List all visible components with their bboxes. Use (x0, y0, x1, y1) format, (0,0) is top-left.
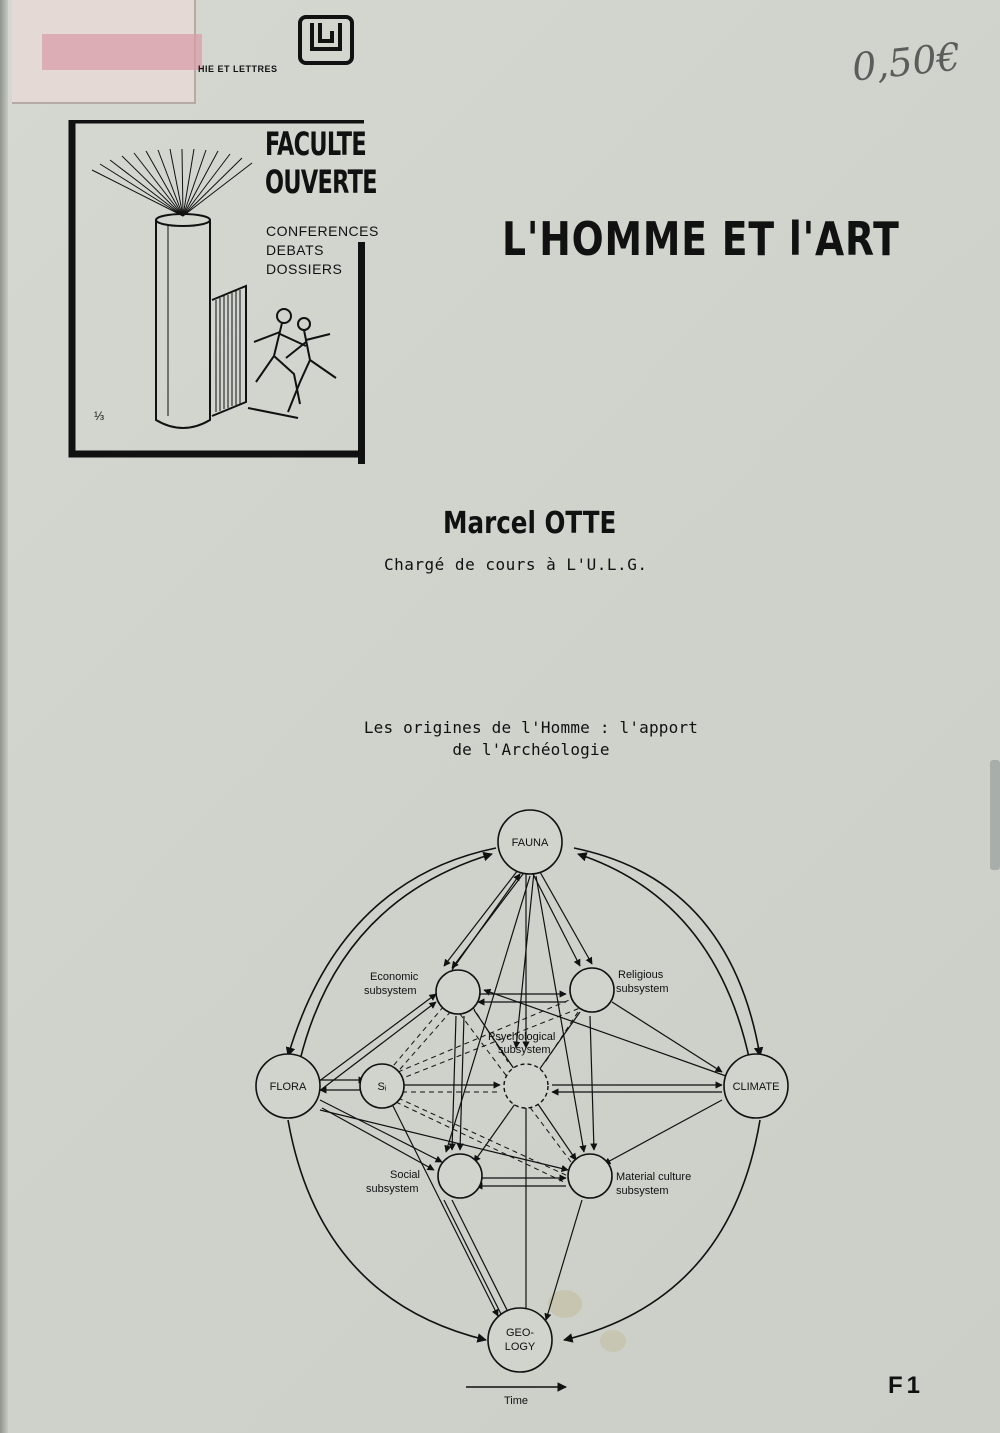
node-social (438, 1154, 482, 1198)
series-title-line2: OUVERTE (265, 163, 377, 201)
label-flora: FLORA (269, 1081, 307, 1093)
label-social-1: Social (390, 1169, 420, 1181)
label-religious-1: Religious (618, 969, 664, 981)
label-material-1: Material culture (616, 1171, 692, 1183)
svg-text:⅓: ⅓ (94, 409, 105, 423)
label-climate: CLIMATE (732, 1081, 780, 1093)
label-psychological-2: subsystem (498, 1044, 551, 1056)
systems-diagram (230, 780, 820, 1420)
node-religious (570, 968, 614, 1012)
ulg-logo (298, 15, 354, 65)
faculty-label: HIE ET LETTRES (198, 64, 278, 74)
label-fauna: FAUNA (511, 837, 549, 849)
label-economic-1: Economic (370, 971, 419, 983)
author-role: Chargé de cours à L'U.L.G. (384, 555, 648, 574)
label-time: Time (503, 1395, 529, 1407)
node-material (568, 1154, 612, 1198)
label-social-2: subsystem (366, 1183, 419, 1195)
label-material-2: subsystem (616, 1185, 669, 1197)
series-item: DOSSIERS (266, 261, 343, 277)
series-title (265, 125, 377, 201)
document-title: L'HOMME ET l'ART (502, 212, 900, 266)
catalog-code: F1 (888, 1372, 925, 1399)
ring-arc-flora-geology (288, 1120, 486, 1340)
label-psychological-1: Psychological (488, 1031, 556, 1043)
handwritten-price: 0,50€ (849, 34, 963, 90)
label-religious-2: subsystem (616, 983, 669, 995)
node-geology (488, 1308, 552, 1372)
label-si: Sᵢ (377, 1081, 387, 1093)
node-economic (436, 970, 480, 1014)
author-name: Marcel OTTE (443, 506, 617, 541)
series-title-line1: FACULTE (265, 125, 366, 163)
label-economic-2: subsystem (364, 985, 417, 997)
series-item: DEBATS (266, 242, 324, 258)
label-geology-1: GEO- (505, 1327, 535, 1339)
label-geology-2: LOGY (504, 1341, 536, 1353)
label-sticker (12, 0, 196, 104)
series-items (266, 222, 379, 279)
ring-arc-climate-geology (564, 1120, 760, 1340)
node-psychological (504, 1064, 548, 1108)
subtitle-line1: Les origines de l'Homme : l'apport (363, 718, 699, 737)
document-subtitle (330, 717, 732, 761)
binding-edge (0, 0, 8, 1433)
ring-arc-fauna-climate (574, 848, 760, 1056)
series-item: CONFERENCES (266, 223, 379, 239)
paper-stain (990, 760, 1000, 870)
sticker-residue (42, 34, 202, 70)
subtitle-line2: de l'Archéologie (452, 740, 610, 759)
